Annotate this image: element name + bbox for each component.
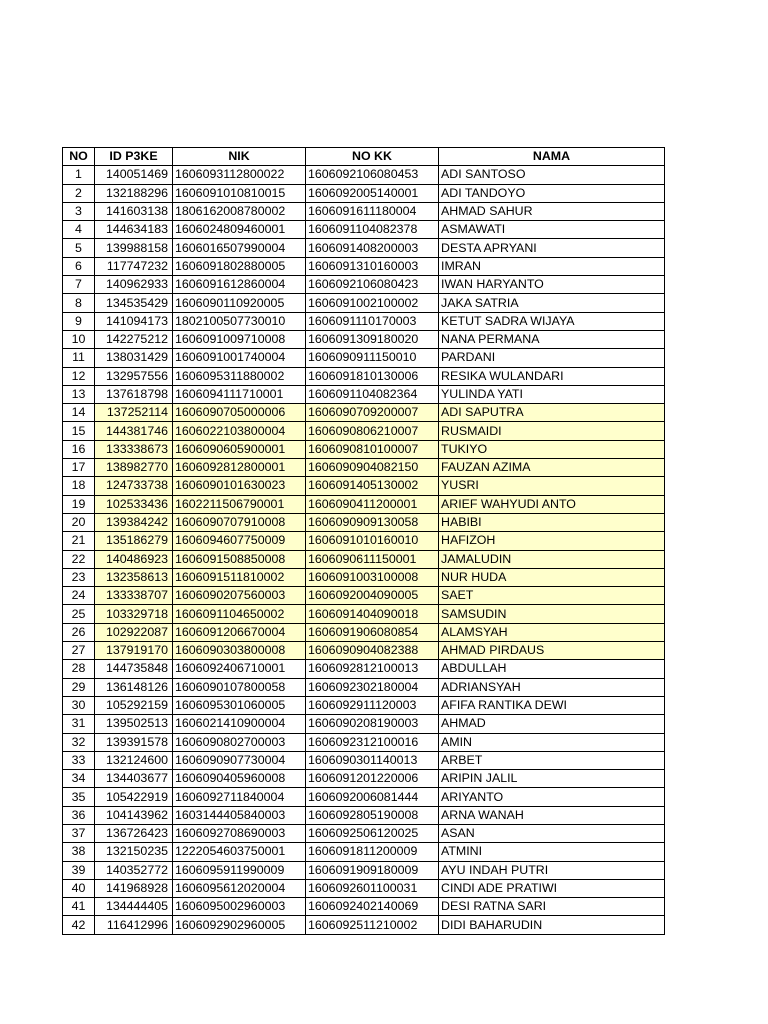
cell-id-p3ke: 102922087	[95, 623, 173, 641]
cell-nama: HABIBI	[439, 513, 665, 531]
cell-id-p3ke: 132188296	[95, 184, 173, 202]
cell-nik: 1606021410900004	[173, 715, 306, 733]
cell-nama: RESIKA WULANDARI	[439, 367, 665, 385]
cell-no-kk: 1606092911120003	[306, 696, 439, 714]
cell-nama: HAFIZOH	[439, 532, 665, 550]
cell-no-kk: 1606092506120025	[306, 824, 439, 842]
cell-no: 30	[63, 696, 95, 714]
cell-nama: SAET	[439, 587, 665, 605]
table-row	[63, 166, 665, 184]
cell-nik: 1606091802880005	[173, 257, 306, 275]
cell-nik: 1606090405960008	[173, 770, 306, 788]
cell-no: 12	[63, 367, 95, 385]
table-row	[63, 587, 665, 605]
cell-no: 35	[63, 788, 95, 806]
cell-no-kk: 1606090611150001	[306, 550, 439, 568]
cell-no-kk: 1606091310160003	[306, 257, 439, 275]
cell-id-p3ke: 144381746	[95, 422, 173, 440]
cell-no: 33	[63, 751, 95, 769]
cell-id-p3ke: 139988158	[95, 239, 173, 257]
cell-nik: 1602211506790001	[173, 495, 306, 513]
table-row	[63, 824, 665, 842]
cell-no-kk: 1606091309180020	[306, 330, 439, 348]
cell-nama: JAMALUDIN	[439, 550, 665, 568]
table-body	[63, 166, 665, 934]
table-row	[63, 916, 665, 934]
cell-nik: 1606022103800004	[173, 422, 306, 440]
cell-no-kk: 1606091810130006	[306, 367, 439, 385]
cell-id-p3ke: 117747232	[95, 257, 173, 275]
table-row	[63, 843, 665, 861]
cell-no-kk: 1606091003100008	[306, 568, 439, 586]
cell-nama: ADI SAPUTRA	[439, 404, 665, 422]
cell-nama: AMIN	[439, 733, 665, 751]
cell-id-p3ke: 132124600	[95, 751, 173, 769]
cell-no: 31	[63, 715, 95, 733]
cell-no-kk: 1606091611180004	[306, 202, 439, 220]
cell-no: 7	[63, 276, 95, 294]
cell-id-p3ke: 144735848	[95, 660, 173, 678]
cell-no-kk: 1606092004090005	[306, 587, 439, 605]
cell-nama: ARNA WANAH	[439, 806, 665, 824]
table-row	[63, 257, 665, 275]
cell-nik: 1606091009710008	[173, 330, 306, 348]
table-row	[63, 184, 665, 202]
cell-id-p3ke: 138031429	[95, 349, 173, 367]
cell-id-p3ke: 139502513	[95, 715, 173, 733]
cell-no-kk: 1606091811200009	[306, 843, 439, 861]
cell-nik: 1806162008780002	[173, 202, 306, 220]
column-header-nama: NAMA	[439, 148, 665, 166]
cell-id-p3ke: 142275212	[95, 330, 173, 348]
cell-id-p3ke: 132150235	[95, 843, 173, 861]
table-row	[63, 239, 665, 257]
cell-id-p3ke: 137618798	[95, 385, 173, 403]
cell-nik: 1603144405840003	[173, 806, 306, 824]
cell-nama: DIDI BAHARUDIN	[439, 916, 665, 934]
table-row	[63, 568, 665, 586]
cell-nik: 1606090907730004	[173, 751, 306, 769]
column-header-id-p3ke: ID P3KE	[95, 148, 173, 166]
cell-no: 38	[63, 843, 95, 861]
cell-nik: 1606016507990004	[173, 239, 306, 257]
cell-nama: AHMAD PIRDAUS	[439, 642, 665, 660]
cell-no-kk: 1606092006081444	[306, 788, 439, 806]
table-row	[63, 532, 665, 550]
cell-no-kk: 1606091909180009	[306, 861, 439, 879]
cell-no-kk: 1606090411200001	[306, 495, 439, 513]
cell-no-kk: 1606092106080423	[306, 276, 439, 294]
cell-nik: 1606090207560003	[173, 587, 306, 605]
cell-id-p3ke: 104143962	[95, 806, 173, 824]
cell-no-kk: 1606092312100016	[306, 733, 439, 751]
cell-nik: 1606090605900001	[173, 440, 306, 458]
cell-nama: AHMAD SAHUR	[439, 202, 665, 220]
cell-no-kk: 1606090911150010	[306, 349, 439, 367]
cell-nik: 1606091010810015	[173, 184, 306, 202]
cell-nama: AYU INDAH PUTRI	[439, 861, 665, 879]
table-row	[63, 513, 665, 531]
cell-nama: NUR HUDA	[439, 568, 665, 586]
cell-nik: 1606092406710001	[173, 660, 306, 678]
cell-no-kk: 1606091906080854	[306, 623, 439, 641]
cell-nama: AFIFA RANTIKA DEWI	[439, 696, 665, 714]
cell-nama: TUKIYO	[439, 440, 665, 458]
cell-no-kk: 1606090709200007	[306, 404, 439, 422]
table-row	[63, 696, 665, 714]
cell-no: 13	[63, 385, 95, 403]
cell-no-kk: 1606092005140001	[306, 184, 439, 202]
table-row	[63, 459, 665, 477]
table-row	[63, 623, 665, 641]
cell-no-kk: 1606091002100002	[306, 294, 439, 312]
cell-nik: 1606091001740004	[173, 349, 306, 367]
cell-no-kk: 1606090208190003	[306, 715, 439, 733]
cell-id-p3ke: 132358613	[95, 568, 173, 586]
cell-id-p3ke: 141094173	[95, 312, 173, 330]
cell-nik: 1606091206670004	[173, 623, 306, 641]
table-header-row	[63, 148, 665, 166]
cell-no-kk: 1606092302180004	[306, 678, 439, 696]
cell-nama: ALAMSYAH	[439, 623, 665, 641]
cell-no: 25	[63, 605, 95, 623]
table-row	[63, 312, 665, 330]
table-row	[63, 898, 665, 916]
cell-no: 6	[63, 257, 95, 275]
cell-id-p3ke: 135186279	[95, 532, 173, 550]
cell-nama: ARIYANTO	[439, 788, 665, 806]
cell-nama: RUSMAIDI	[439, 422, 665, 440]
cell-no: 16	[63, 440, 95, 458]
cell-nik: 1606090110920005	[173, 294, 306, 312]
cell-nik: 1606094607750009	[173, 532, 306, 550]
cell-no: 9	[63, 312, 95, 330]
cell-id-p3ke: 141603138	[95, 202, 173, 220]
table-row	[63, 477, 665, 495]
cell-nama: DESI RATNA SARI	[439, 898, 665, 916]
cell-no-kk: 1606091201220006	[306, 770, 439, 788]
cell-no: 8	[63, 294, 95, 312]
cell-nama: ARIPIN JALIL	[439, 770, 665, 788]
column-header-no-kk: NO KK	[306, 148, 439, 166]
cell-no-kk: 1606092106080453	[306, 166, 439, 184]
cell-nik: 1606092812800001	[173, 459, 306, 477]
cell-no: 41	[63, 898, 95, 916]
table-row	[63, 660, 665, 678]
cell-no: 22	[63, 550, 95, 568]
cell-nik: 1606090101630023	[173, 477, 306, 495]
cell-nik: 1222054603750001	[173, 843, 306, 861]
cell-no-kk: 1606090904082150	[306, 459, 439, 477]
cell-no-kk: 1606090806210007	[306, 422, 439, 440]
cell-id-p3ke: 116412996	[95, 916, 173, 934]
table-row	[63, 806, 665, 824]
cell-no-kk: 1606092511210002	[306, 916, 439, 934]
cell-nama: YUSRI	[439, 477, 665, 495]
table-row	[63, 678, 665, 696]
cell-no: 5	[63, 239, 95, 257]
cell-no: 27	[63, 642, 95, 660]
cell-no: 2	[63, 184, 95, 202]
table-row	[63, 550, 665, 568]
cell-no: 21	[63, 532, 95, 550]
cell-no-kk: 1606091404090018	[306, 605, 439, 623]
cell-no-kk: 1606092402140069	[306, 898, 439, 916]
cell-nik: 1606090303800008	[173, 642, 306, 660]
cell-no-kk: 1606090909130058	[306, 513, 439, 531]
cell-nama: DESTA APRYANI	[439, 239, 665, 257]
cell-nama: IWAN HARYANTO	[439, 276, 665, 294]
cell-no: 40	[63, 879, 95, 897]
cell-id-p3ke: 133338673	[95, 440, 173, 458]
table-row	[63, 422, 665, 440]
cell-nik: 1606090107800058	[173, 678, 306, 696]
cell-id-p3ke: 105422919	[95, 788, 173, 806]
cell-no: 39	[63, 861, 95, 879]
cell-no-kk: 1606090301140013	[306, 751, 439, 769]
cell-no: 1	[63, 166, 95, 184]
cell-nik: 1606091508850008	[173, 550, 306, 568]
cell-nama: AHMAD	[439, 715, 665, 733]
cell-nik: 1606095612020004	[173, 879, 306, 897]
cell-no: 20	[63, 513, 95, 531]
cell-id-p3ke: 124733738	[95, 477, 173, 495]
cell-no: 36	[63, 806, 95, 824]
cell-id-p3ke: 140051469	[95, 166, 173, 184]
table-row	[63, 770, 665, 788]
table-row	[63, 605, 665, 623]
table-row	[63, 349, 665, 367]
cell-id-p3ke: 132957556	[95, 367, 173, 385]
table-row	[63, 276, 665, 294]
cell-no: 42	[63, 916, 95, 934]
cell-no-kk: 1606090904082388	[306, 642, 439, 660]
cell-no: 15	[63, 422, 95, 440]
cell-nik: 1606090802700003	[173, 733, 306, 751]
cell-no: 4	[63, 221, 95, 239]
cell-nama: YULINDA YATI	[439, 385, 665, 403]
cell-no: 19	[63, 495, 95, 513]
cell-id-p3ke: 139384242	[95, 513, 173, 531]
cell-no: 14	[63, 404, 95, 422]
table-row	[63, 495, 665, 513]
cell-id-p3ke: 103329718	[95, 605, 173, 623]
cell-nama: ASMAWATI	[439, 221, 665, 239]
cell-id-p3ke: 140962933	[95, 276, 173, 294]
table-row	[63, 715, 665, 733]
cell-nama: ARBET	[439, 751, 665, 769]
cell-no-kk: 1606091104082378	[306, 221, 439, 239]
cell-nik: 1606091104650002	[173, 605, 306, 623]
cell-nik: 1606024809460001	[173, 221, 306, 239]
cell-no-kk: 1606090810100007	[306, 440, 439, 458]
table-row	[63, 440, 665, 458]
table-row	[63, 202, 665, 220]
cell-no: 24	[63, 587, 95, 605]
table-row	[63, 642, 665, 660]
cell-no-kk: 1606091408200003	[306, 239, 439, 257]
cell-no-kk: 1606091405130002	[306, 477, 439, 495]
cell-nik: 1606090705000006	[173, 404, 306, 422]
cell-nama: KETUT SADRA WIJAYA	[439, 312, 665, 330]
table-row	[63, 404, 665, 422]
cell-no-kk: 1606092805190008	[306, 806, 439, 824]
column-header-nik: NIK	[173, 148, 306, 166]
cell-no: 18	[63, 477, 95, 495]
table-row	[63, 861, 665, 879]
cell-id-p3ke: 137252114	[95, 404, 173, 422]
table-row	[63, 367, 665, 385]
cell-nama: IMRAN	[439, 257, 665, 275]
cell-no-kk: 1606091010160010	[306, 532, 439, 550]
cell-nama: ADI TANDOYO	[439, 184, 665, 202]
cell-no: 17	[63, 459, 95, 477]
cell-id-p3ke: 136726423	[95, 824, 173, 842]
cell-id-p3ke: 102533436	[95, 495, 173, 513]
cell-nama: ADRIANSYAH	[439, 678, 665, 696]
cell-nik: 1606094111710001	[173, 385, 306, 403]
cell-id-p3ke: 137919170	[95, 642, 173, 660]
table-row	[63, 294, 665, 312]
cell-nama: CINDI ADE PRATIWI	[439, 879, 665, 897]
cell-no-kk: 1606091110170003	[306, 312, 439, 330]
cell-id-p3ke: 134403677	[95, 770, 173, 788]
cell-nama: ARIEF WAHYUDI ANTO	[439, 495, 665, 513]
table-row	[63, 733, 665, 751]
cell-no: 28	[63, 660, 95, 678]
cell-id-p3ke: 133338707	[95, 587, 173, 605]
table-row	[63, 788, 665, 806]
cell-nik: 1606091511810002	[173, 568, 306, 586]
cell-nama: FAUZAN AZIMA	[439, 459, 665, 477]
cell-no: 32	[63, 733, 95, 751]
cell-nama: ADI SANTOSO	[439, 166, 665, 184]
cell-no: 23	[63, 568, 95, 586]
table-row	[63, 751, 665, 769]
cell-id-p3ke: 140486923	[95, 550, 173, 568]
table-row	[63, 330, 665, 348]
cell-id-p3ke: 134444405	[95, 898, 173, 916]
cell-no-kk: 1606092601100031	[306, 879, 439, 897]
cell-nik: 1606091612860004	[173, 276, 306, 294]
cell-id-p3ke: 144634183	[95, 221, 173, 239]
table-row	[63, 385, 665, 403]
cell-nama: ASAN	[439, 824, 665, 842]
cell-nik: 1802100507730010	[173, 312, 306, 330]
cell-nik: 1606095311880002	[173, 367, 306, 385]
cell-nik: 1606095002960003	[173, 898, 306, 916]
cell-no: 34	[63, 770, 95, 788]
cell-id-p3ke: 105292159	[95, 696, 173, 714]
table-row	[63, 879, 665, 897]
cell-nama: NANA PERMANA	[439, 330, 665, 348]
cell-no: 3	[63, 202, 95, 220]
cell-id-p3ke: 138982770	[95, 459, 173, 477]
cell-nama: PARDANI	[439, 349, 665, 367]
column-header-no: NO	[63, 148, 95, 166]
cell-nik: 1606092902960005	[173, 916, 306, 934]
cell-nik: 1606090707910008	[173, 513, 306, 531]
recipient-table	[62, 147, 665, 935]
cell-no: 29	[63, 678, 95, 696]
cell-nik: 1606095301060005	[173, 696, 306, 714]
cell-nik: 1606095911990009	[173, 861, 306, 879]
cell-id-p3ke: 134535429	[95, 294, 173, 312]
cell-nik: 1606092711840004	[173, 788, 306, 806]
cell-no-kk: 1606091104082364	[306, 385, 439, 403]
cell-id-p3ke: 141968928	[95, 879, 173, 897]
cell-no: 11	[63, 349, 95, 367]
cell-nama: JAKA SATRIA	[439, 294, 665, 312]
cell-no: 26	[63, 623, 95, 641]
cell-nama: SAMSUDIN	[439, 605, 665, 623]
cell-no: 37	[63, 824, 95, 842]
cell-nik: 1606093112800022	[173, 166, 306, 184]
cell-id-p3ke: 140352772	[95, 861, 173, 879]
cell-id-p3ke: 136148126	[95, 678, 173, 696]
cell-nik: 1606092708690003	[173, 824, 306, 842]
table-row	[63, 221, 665, 239]
cell-no: 10	[63, 330, 95, 348]
cell-no-kk: 1606092812100013	[306, 660, 439, 678]
cell-nama: ABDULLAH	[439, 660, 665, 678]
cell-nama: ATMINI	[439, 843, 665, 861]
cell-id-p3ke: 139391578	[95, 733, 173, 751]
